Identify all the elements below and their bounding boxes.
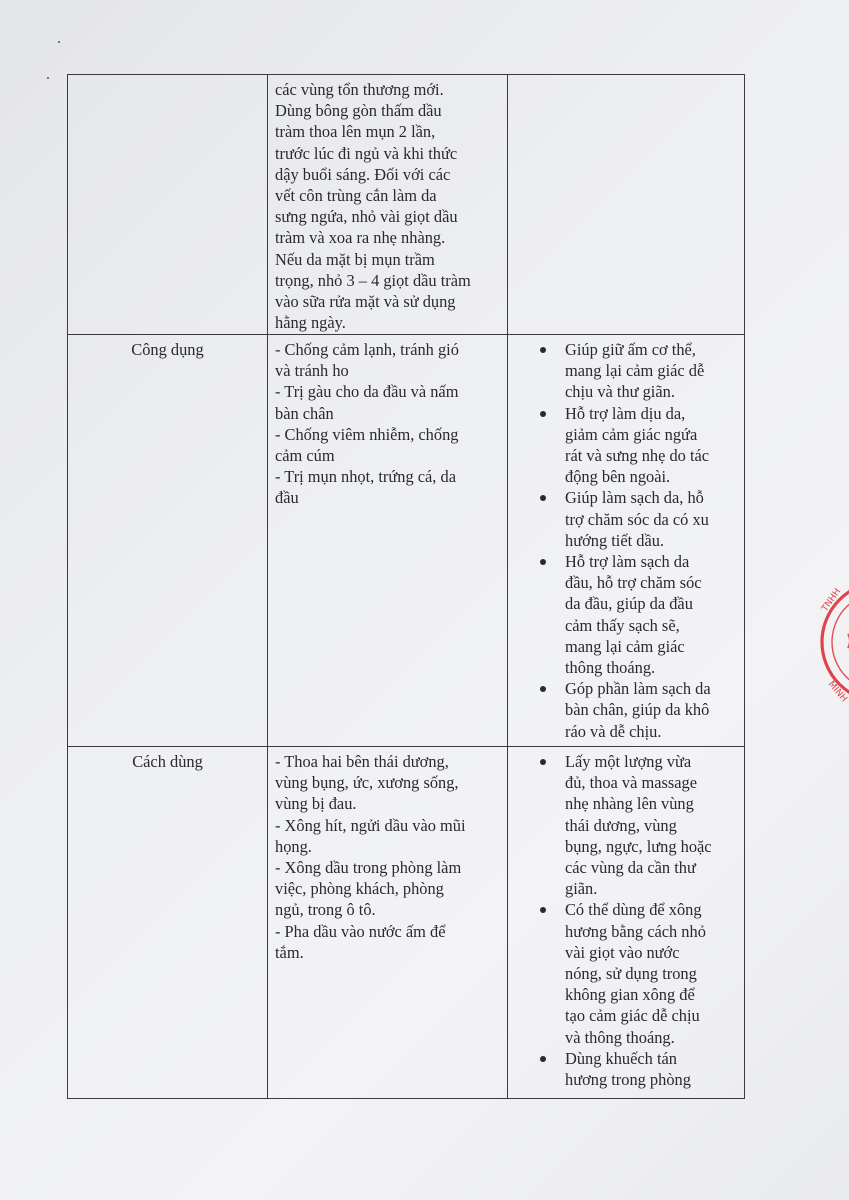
company-stamp <box>814 572 849 712</box>
paper-speck <box>58 41 60 43</box>
bullet-line: thái dương, vùng <box>565 815 677 835</box>
bullet-cell <box>508 335 745 747</box>
description-cell <box>268 335 508 747</box>
bullet-line: thông thoáng. <box>565 658 656 678</box>
row-label-cell <box>68 335 268 747</box>
bullet-list <box>508 747 744 1090</box>
bullet-icon <box>540 686 546 692</box>
bullet-line: da đầu, giúp da đầu <box>565 594 693 614</box>
text-line: Dùng bông gòn thấm dầu <box>275 101 442 121</box>
text-line: vùng bụng, ức, xương sống, <box>275 773 459 793</box>
description-cell <box>268 747 508 1099</box>
bullet-line: rát và sưng nhẹ do tác <box>565 446 710 466</box>
text-line: - Chống viêm nhiễm, chống <box>275 424 459 444</box>
row-label-cell <box>68 75 268 335</box>
bullet-line: nóng, sử dụng trong <box>565 964 697 984</box>
paper-speck <box>47 77 49 79</box>
text-line: Nếu da mặt bị mụn trầm <box>275 249 435 269</box>
text-line: các vùng tổn thương mới. <box>275 80 444 99</box>
text-line: - Chống cảm lạnh, tránh gió <box>275 340 459 359</box>
text-line: - Trị mụn nhọt, trứng cá, da <box>275 467 456 487</box>
bullet-item <box>508 678 740 742</box>
bullet-line: mang lại cảm giác dễ <box>565 361 705 381</box>
bullet-line: giãn. <box>565 879 598 899</box>
text-line: - Thoa hai bên thái dương, <box>275 752 449 771</box>
bullet-line: hương bằng cách nhỏ <box>565 921 706 941</box>
bullet-icon <box>540 907 546 913</box>
bullet-line: các vùng da cần thư <box>565 858 696 878</box>
bullet-line: ráo và dễ chịu. <box>565 721 662 741</box>
bullet-line: bụng, ngực, lưng hoặc <box>565 836 712 856</box>
row-label-cell <box>68 747 268 1099</box>
bullet-line: đủ, thoa và massage <box>565 773 697 793</box>
bullet-line: mang lại cảm giác <box>565 636 685 656</box>
bullet-line: hướng tiết dầu. <box>565 530 665 550</box>
bullet-line: chịu và thư giãn. <box>565 382 675 402</box>
bullet-line: Hỗ trợ làm dịu da, <box>565 403 686 423</box>
svg-text:TNHH: TNHH <box>820 586 844 614</box>
text-line: việc, phòng khách, phòng <box>275 879 444 899</box>
bullet-line: vài giọt vào nước <box>565 942 680 962</box>
bullet-item <box>508 1048 740 1090</box>
stamp-seal-icon <box>814 572 849 712</box>
bullet-item <box>508 551 740 678</box>
bullet-line: tạo cảm giác dễ chịu <box>565 1006 700 1026</box>
text-line: tắm. <box>275 942 304 962</box>
description-cell <box>268 75 508 335</box>
bullet-icon <box>540 495 546 501</box>
table-row <box>68 75 745 335</box>
text-line: sưng ngứa, nhỏ vài giọt dầu <box>275 207 458 227</box>
bullet-line: giảm cảm giác ngứa <box>565 424 698 444</box>
bullet-icon <box>540 759 546 765</box>
bullet-item <box>508 899 740 1047</box>
bullet-icon <box>540 347 546 353</box>
bullet-line: Lấy một lượng vừa <box>565 752 692 771</box>
text-line: ngủ, trong ô tô. <box>275 900 376 920</box>
text-line: tràm thoa lên mụn 2 lần, <box>275 122 436 142</box>
bullet-line: Hỗ trợ làm sạch da <box>565 552 690 572</box>
text-line: - Xông hít, ngửi dầu vào mũi <box>275 815 466 835</box>
text-line: - Xông dầu trong phòng làm <box>275 858 462 878</box>
text-line: hằng ngày. <box>275 313 346 333</box>
table-body <box>68 75 745 1099</box>
bullet-line: cảm thấy sạch sẽ, <box>565 615 680 635</box>
bullet-item <box>508 487 740 551</box>
table-row <box>68 747 745 1099</box>
text-line: đầu <box>275 488 299 508</box>
bullet-line: đầu, hỗ trợ chăm sóc <box>565 573 702 593</box>
bullet-line: và thông thoáng. <box>565 1027 675 1047</box>
text-line: vào sữa rửa mặt và sử dụng <box>275 292 456 312</box>
svg-text:MINH: MINH <box>825 679 849 705</box>
text-line: - Trị gàu cho da đầu và nấm <box>275 382 459 402</box>
bullet-item <box>508 403 740 488</box>
table-row <box>68 335 745 747</box>
bullet-line: bàn chân, giúp da khô <box>565 700 710 720</box>
text-line: tràm và xoa ra nhẹ nhàng. <box>275 228 446 248</box>
bullet-list <box>508 335 744 742</box>
bullet-line: Góp phần làm sạch da <box>565 679 711 699</box>
text-line: vùng bị đau. <box>275 794 357 814</box>
text-line: và tránh ho <box>275 361 349 381</box>
text-line: - Pha dầu vào nước ấm để <box>275 921 446 941</box>
bullet-item <box>508 339 740 403</box>
bullet-line: nhẹ nhàng lên vùng <box>565 794 694 814</box>
text-line: trước lúc đi ngủ và khi thức <box>275 143 458 163</box>
text-line: trọng, nhỏ 3 – 4 giọt dầu tràm <box>275 270 471 290</box>
bullet-line: Có thể dùng để xông <box>565 900 702 920</box>
row-label: Công dụng <box>131 340 204 359</box>
bullet-line: Dùng khuếch tán <box>565 1048 677 1068</box>
bullet-line: trợ chăm sóc da có xu <box>565 509 709 529</box>
bullet-line: không gian xông để <box>565 985 695 1005</box>
bullet-line: Giúp giữ ấm cơ thể, <box>565 340 696 359</box>
bullet-icon <box>540 1056 546 1062</box>
bullet-line: hương trong phòng <box>565 1070 691 1090</box>
bullet-line: Giúp làm sạch da, hỗ <box>565 488 704 508</box>
text-line: họng. <box>275 836 312 856</box>
text-line: vết côn trùng cắn làm da <box>275 186 437 206</box>
product-info-table <box>67 74 745 1099</box>
bullet-line: động bên ngoài. <box>565 467 671 487</box>
text-line: dậy buổi sáng. Đối với các <box>275 164 451 184</box>
text-line: bàn chân <box>275 403 334 423</box>
bullet-cell <box>508 747 745 1099</box>
row-label: Cách dùng <box>132 752 203 771</box>
text-line: cảm cúm <box>275 446 335 466</box>
bullet-icon <box>540 411 546 417</box>
bullet-item <box>508 751 740 899</box>
bullet-icon <box>540 559 546 565</box>
bullet-cell <box>508 75 745 335</box>
